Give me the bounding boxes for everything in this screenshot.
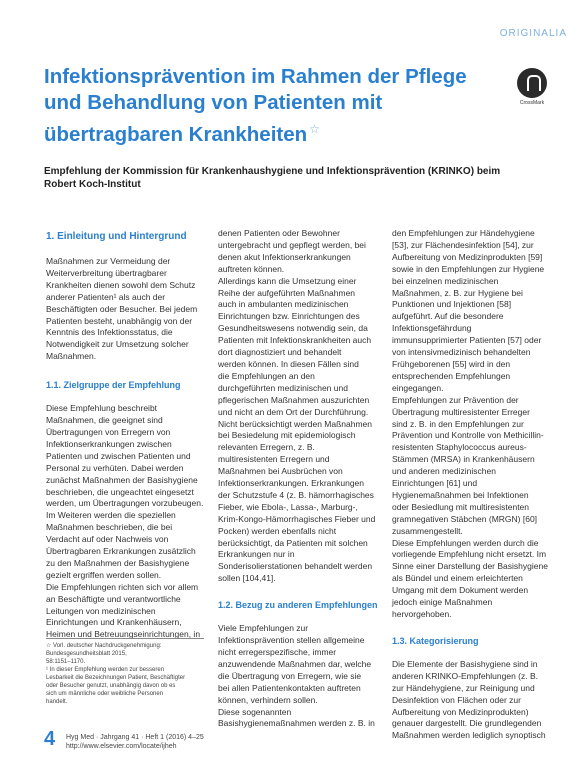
text-line: Aufbereitung von Medizinprodukten) [392, 706, 529, 717]
text-line: Punktionen und Injektionen [58] [392, 299, 512, 310]
text-line: Maßnahmen beschrieben, die bei [46, 522, 173, 533]
text-line: anzuwendende Maßnahmen dar, welche [218, 658, 372, 669]
text-column-2 [218, 228, 380, 730]
text-line: anderen KRINKO-Empfehlungen (z. B. [392, 670, 538, 681]
text-line: sowie in den Empfehlungen zur Hygiene [392, 263, 545, 274]
text-line: Patienten mit Infektionskrankheiten auch [218, 335, 372, 346]
article-subtitle: Empfehlung der Kommission für Krankenhaushygiene und Infektionsprävention (KRINKO) beim Robert Koch-Institut [44, 166, 501, 190]
text-line: Übertragbaren Erkrankungen zusätzlich [46, 546, 196, 557]
text-line: relevanten Erregern, z. B. [218, 442, 315, 453]
text-line: Maßnahmen, z. B. zur Hygiene bei [392, 287, 523, 298]
text-line: Infektionserkrankungen. Erkrankungen [218, 478, 365, 489]
text-line: Patienten besteht, unabhängig von der [46, 315, 193, 326]
text-line: Maßnahmen. [46, 351, 97, 362]
text-line: Diese sogenannten [218, 706, 292, 717]
text-line: auch in ambulanten medizinischen [218, 299, 349, 310]
paragraph [218, 623, 380, 730]
text-line: Beschäftigten oder Besucher. Bei jedem [46, 303, 198, 314]
text-line: Frühgeborenen [55] wird in den [392, 358, 511, 369]
subsection-heading: 1.3. Kategorisierung [392, 635, 479, 646]
text-line: Sonderisolierstationen behandelt werden [218, 561, 373, 572]
text-line: ☆ Vorl. deutscher Nachdruckgenehmigung: [46, 643, 162, 649]
text-line: multiresistenten Erregern und [218, 454, 330, 465]
subsection-heading: 1.1. Zielgruppe der Empfehlung [46, 380, 181, 391]
text-line: Allerdings kann die Umsetzung einer [218, 275, 357, 286]
text-line: handelt. [46, 699, 68, 705]
text-line: Personal zu verhüten. Dabei werden [46, 462, 184, 473]
text-line: dort diagnostiziert und behandelt [218, 347, 342, 358]
subsection-heading: 1.2. Bezug zu anderen Empfehlungen [218, 600, 378, 611]
text-line: eingegangen. [392, 382, 444, 393]
text-line: ¹ In dieser Empfehlung werden zur besseren [46, 667, 165, 673]
text-line: Viele Empfehlungen zur [218, 623, 309, 634]
text-line: aufgeführt. Auf die besondere [392, 311, 504, 322]
title-footnote-star: ☆ [309, 122, 320, 136]
text-line: genauer dargestellt. Die grundlegenden [392, 718, 542, 729]
text-line: zur Händehygiene, zur Reinigung und [392, 682, 535, 693]
crossmark-icon [517, 68, 547, 98]
text-line: bei einzelnen medizinischen [392, 275, 499, 286]
text-line: oder Besiedlung mit multiresistenten [392, 501, 530, 512]
text-line: Fieber, wie Ebola-, Lassa-, Marburg-, [218, 501, 358, 512]
text-line: Krankheiten dienen sowohl dem Schutz [46, 279, 196, 290]
text-line: und nicht an dem Ort der Durchführung. [218, 406, 369, 417]
journal-link[interactable]: http://www.elsevier.com/locate/ijheh [66, 743, 177, 750]
text-line: die Empfehlungen an den [218, 370, 315, 381]
paragraph [218, 228, 380, 585]
text-line: Patienten und zwischen Patienten und [46, 450, 191, 461]
text-line: auftreten können. [218, 263, 285, 274]
text-line: pflegerischen Maßnahmen auszurichten [218, 394, 370, 405]
text-line: berücksichtigt, da Patienten mit solchen [218, 537, 368, 548]
title-line: Infektionsprävention im Rahmen der Pflege [44, 65, 467, 88]
text-line: als Bündel und einem erleichterten [392, 573, 523, 584]
footnote [46, 638, 204, 706]
text-line: sollen [104,41]. [218, 573, 276, 584]
text-line: sich um männliche oder weibliche Personen [46, 691, 164, 697]
text-line: Infektionsprävention stellen allgemeine [218, 635, 365, 646]
text-line: bei Besiedelung mit epidemiologisch [218, 430, 356, 441]
crossmark-label: CrossMark [519, 100, 545, 106]
text-column-1 [46, 228, 206, 641]
text-line: Maßnahmen zur Vermeidung der [46, 256, 171, 266]
text-line: vorliegende Empfehlung nicht ersetzt. Im [392, 549, 547, 560]
text-line: werden können. In diesen Fällen sind [218, 358, 359, 369]
text-line: Maßnahmen, die geeignet sind [46, 415, 163, 426]
text-line: immunsupprimierter Patienten [57] oder [392, 335, 542, 346]
paragraph [392, 659, 564, 742]
text-line: [53], zur Flächendesinfektion [54], zur [392, 239, 534, 250]
title-line: und Behandlung von Patienten mit [44, 91, 383, 114]
text-line: Übertragung multiresistenter Erreger [392, 406, 530, 417]
text-line: Desinfektion von Flächen oder zur [392, 694, 521, 705]
text-line: Nicht berücksichtigt werden Maßnahmen [218, 418, 373, 429]
text-line: Verdacht auf oder Nachweis von [46, 534, 169, 545]
title-line: übertragbaren Krankheiten ☆ [44, 122, 320, 146]
text-line: die Übertragung von Erregern, wie sie [218, 670, 362, 681]
text-line: Kenntnis des Infektionsstatus, die [46, 327, 173, 338]
text-line: Lesbarkeit die Bezeichnungen Patient, Beschäftigter [46, 675, 186, 681]
text-line: Umgang mit dem Dokument werden [392, 585, 529, 596]
text-line: Diese Empfehlung beschreibt [46, 403, 158, 414]
section-heading: 1. Einleitung und Hintergrund [46, 231, 187, 242]
text-line: Im Weiteren werden die speziellen [46, 510, 176, 521]
section-label: ORIGINALIA [499, 28, 567, 39]
text-line: können, verhindern sollen. [218, 694, 318, 705]
page-number: 4 [44, 728, 56, 750]
text-line: an Beschäftigte und verantwortliche [46, 593, 181, 604]
text-line: durchgeführten medizinischen und [218, 382, 348, 393]
text-line: 58:1151–1170. [46, 659, 86, 665]
text-line: Diese Empfehlungen werden durch die [392, 537, 539, 548]
text-line: den Empfehlungen zur Händehygiene [392, 228, 535, 238]
text-line: Notwendigkeit zur Umsetzung solcher [46, 339, 189, 350]
text-line: Reihe der aufgeführten Maßnahmen [218, 287, 356, 298]
text-line: gramnegativen Stäbchen (MRGN) [60] [392, 513, 538, 524]
text-line: hervorgehoben. [392, 609, 452, 619]
text-line: Einrichtungen [61] und [392, 478, 478, 489]
text-line: Krim-Kongo-Hämorrhagisches Fieber und [218, 513, 376, 524]
article-title [44, 64, 504, 148]
text-line: Erkrankungen nur in [218, 549, 295, 560]
text-line: Sinne einer Darstellung der Basishygiene [392, 561, 548, 572]
text-line: denen Patienten oder Bewohner [218, 228, 340, 238]
text-line: bei allen Patientenkontakten auftreten [218, 682, 361, 693]
text-line: Infektionsgefährdung [392, 323, 472, 334]
text-line: denen akut Infektionserkrankungen [218, 251, 351, 262]
text-line: Infektionserkrankungen zwischen [46, 438, 172, 449]
text-line: Bundesgesundheitsblatt 2015, [46, 651, 127, 657]
paragraph [46, 403, 206, 641]
text-line: beschrieben, die ungeachtet eingesetzt [46, 486, 194, 497]
text-line: Maßnahmen bei Ausbrüchen von [218, 466, 343, 477]
text-line: werden, um Übertragungen vorzubeugen. [46, 498, 204, 509]
text-line: anderer Patienten¹ als auch der [46, 291, 166, 302]
text-line: sind z. B. in den Empfehlungen zur [392, 418, 524, 429]
text-line: zusammengestellt. [392, 525, 463, 536]
paragraph [46, 256, 206, 363]
text-line: Hygienemaßnahmen bei Infektionen [392, 489, 529, 500]
text-line: Maßnahmen werden lediglich synoptisch [392, 730, 546, 741]
text-line: und anderen medizinischen [392, 466, 496, 477]
crossmark-badge[interactable] [514, 68, 550, 106]
text-line: Die Elemente der Basishygiene sind in [392, 658, 538, 669]
text-line: jedoch einige Maßnahmen [392, 597, 493, 608]
text-line: Prävention und Kontrolle von Methicillin- [392, 430, 544, 441]
text-line: resistenten Staphylococcus aureus- [392, 442, 527, 453]
text-line: zu den Maßnahmen der Basishygiene [46, 557, 190, 568]
text-line: Empfehlungen zur Prävention der [392, 394, 519, 405]
text-line: Einrichtungen und Krankenhäusern, [46, 617, 182, 628]
text-line: Stämmen (MRSA) in Krankenhäusern [392, 454, 535, 465]
text-line: Heimen und Betreuungseinrichtungen, in [46, 629, 201, 640]
text-line: Leitungen von medizinischen [46, 605, 156, 616]
text-line: entsprechenden Empfehlungen [392, 370, 511, 381]
text-line: Aufbereitung von Medizinprodukten [59] [392, 251, 543, 262]
text-line: zunächst Maßnahmen der Basishygiene [46, 474, 198, 485]
text-line: der Schutzstufe 4 (z. B. hämorrhagisches [218, 489, 374, 500]
text-line: Gesundheitswesens notwendig sein, da [218, 323, 368, 334]
paragraph [392, 228, 564, 621]
text-line: untergebracht und gepflegt werden, bei [218, 239, 366, 250]
text-column-3 [392, 228, 564, 742]
text-line: Einrichtungen bzw. Einrichtungen des [218, 311, 360, 322]
text-line: gezielt ergriffen werden sollen. [46, 569, 162, 580]
text-line: oder Besucher genutzt, unabhängig davon ob es [46, 683, 176, 689]
text-line: von intensivmedizinisch behandelten [392, 347, 531, 358]
text-line: Basishygienemaßnahmen werden z. B. in [218, 718, 375, 729]
text-line: Pocken) werden ebenfalls nicht [218, 525, 337, 536]
journal-citation: Hyg Med · Jahrgang 41 · Heft 1 (2016) 4–25 http://www.elsevier.com/locate/ijheh [66, 734, 204, 750]
text-line: Übertragungen von Erregern von [46, 426, 171, 437]
text-line: Weiterverbreitung übertragbarer [46, 267, 167, 278]
text-line: Die Empfehlungen richten sich vor allem [46, 581, 199, 592]
text-line: nicht erregerspezifische, immer [218, 647, 337, 657]
